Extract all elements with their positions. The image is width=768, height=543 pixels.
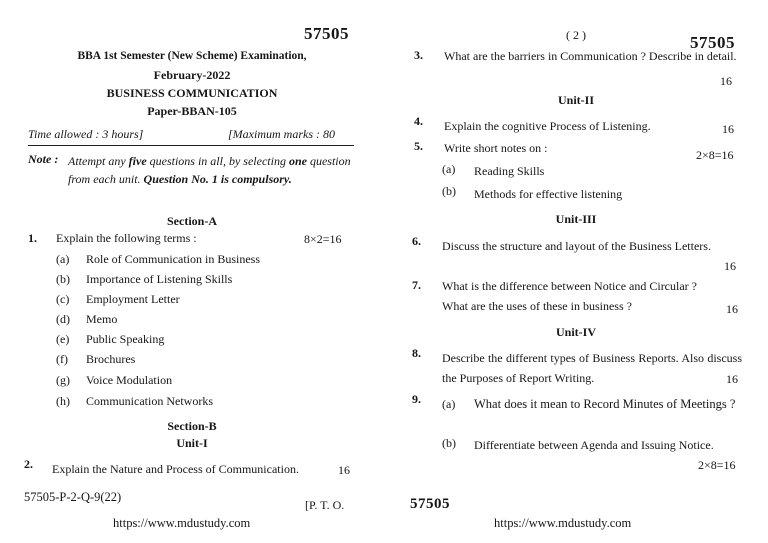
question-text: Describe the different types of Business Reports. Also discuss the Purposes of Report Writing. [442,351,742,385]
exam-title: BBA 1st Semester (New Scheme) Examination, [77,50,307,62]
subject-title: BUSINESS COMMUNICATION [106,86,278,100]
unit-heading: Unit-IV [555,325,596,339]
footer-code: 57505 [410,496,450,512]
subitem-text: Importance of Listening Skills [86,272,233,286]
subitem-text: Brochures [86,352,136,366]
subitem-label: (a) [56,252,70,266]
time-allowed: Time allowed : 3 hours] [28,127,144,141]
note-label: Note : [28,152,59,166]
question-text: Explain the cognitive Process of Listening. [444,119,651,133]
subitem-text: Methods for effective listening [474,187,623,201]
question-marks: 16 [722,122,734,136]
question-text: What are the barriers in Communication ? Describe in detail. [444,49,737,63]
question-marks: 16 [338,463,350,477]
footer-code: 57505-P-2-Q-9(22) [24,490,122,504]
unit-heading: Unit-II [557,93,594,107]
question-marks: 16 [726,302,738,316]
max-marks: [Maximum marks : 80 [228,127,335,141]
page-number: ( 2 ) [566,28,586,42]
question-marks: 2×8=16 [698,458,736,472]
paper-code: 57505 [690,33,735,52]
subitem-label: (h) [56,394,70,408]
question-number: 6. [412,234,421,248]
subitem-label: (f) [56,352,68,366]
subitem-text: Employment Letter [86,292,180,306]
question-number: 9. [412,392,421,406]
paper-code-label: Paper-BBAN-105 [147,104,237,118]
subitem-label: (b) [442,184,456,198]
question-number: 3. [414,48,423,62]
question-text: Explain the following terms : [56,231,197,245]
subitem-text: Voice Modulation [86,373,173,387]
subitem-text: Memo [86,312,118,326]
question-marks: 2×8=16 [696,148,734,162]
question-number: 2. [24,457,33,471]
unit-heading: Unit-I [176,436,208,450]
question-text: Write short notes on : [444,141,548,155]
subitem-label: (a) [442,162,456,176]
question-text: Discuss the structure and layout of the Business Letters. [442,239,711,253]
pto-label: [P. T. O. [305,498,345,512]
question-number: 5. [414,139,423,153]
question-marks: 16 [724,259,736,273]
subitem-text: Communication Networks [86,394,213,408]
subitem-text: Role of Communication in Business [86,252,260,266]
question-number: 1. [28,231,37,245]
question-number: 7. [412,278,421,292]
subitem-label: (b) [442,436,456,450]
question-marks: 8×2=16 [304,232,342,246]
footer-url[interactable]: https://www.mdustudy.com [494,516,632,530]
subitem-label: (b) [56,272,70,286]
exam-date: February-2022 [153,68,231,82]
question-text: What is the difference between Notice and Circular ? [442,279,697,293]
subitem-text: Differentiate between Agenda and Issuing Notice. [474,438,714,452]
question-text: Explain the Nature and Process of Communication. [52,462,299,476]
subitem-text: Public Speaking [86,332,165,346]
note-text: Attempt any five questions in all, by selecting one question from each unit. Question No. 1 is compulsory. [68,154,351,186]
question-marks: 16 [726,372,738,386]
section-a-heading: Section-A [167,214,217,228]
subitem-label: (e) [56,332,70,346]
question-number: 4. [414,114,423,128]
question-marks: 16 [720,74,732,88]
header-divider [28,145,354,146]
question-text: What are the uses of these in business ? [442,299,632,313]
subitem-text: What does it mean to Record Minutes of Meetings ? [474,397,736,411]
subitem-label: (a) [442,397,456,411]
unit-heading: Unit-III [555,212,597,226]
footer-url[interactable]: https://www.mdustudy.com [113,516,251,530]
question-number: 8. [412,346,421,360]
section-b-heading: Section-B [167,419,217,433]
right-page [384,0,768,543]
subitem-text: Reading Skills [474,164,545,178]
subitem-label: (c) [56,292,70,306]
subitem-label: (g) [56,373,70,387]
subitem-label: (d) [56,312,70,326]
paper-code: 57505 [304,24,349,43]
